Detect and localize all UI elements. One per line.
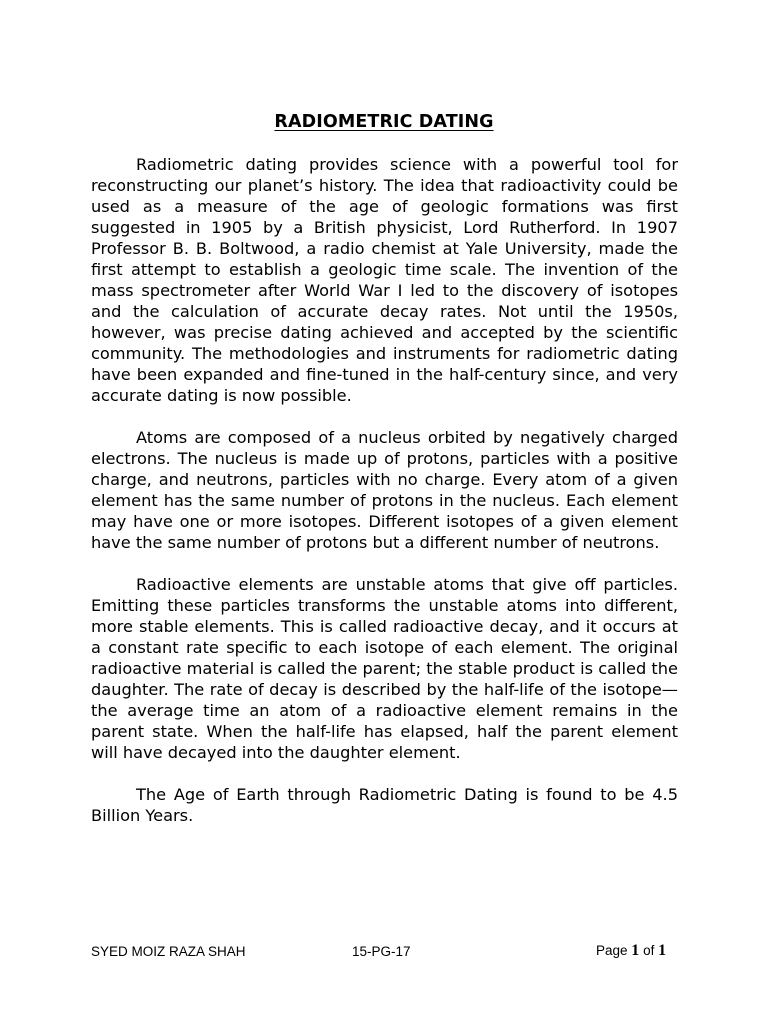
footer-page-number	[596, 942, 666, 960]
paragraph-atoms: Atoms are composed of a nucleus orbited by negatively charged electrons. The nucleus is made up of protons, particles with a positive charge, and neutrons, particles with no charge. Every atom of a given element has the same number of protons in the nucleus. Each element may have one or more isotopes. Different isotopes of a given element have the same number of protons but a different number of neutrons.	[91, 428, 678, 552]
paragraph-decay: Radioactive elements are unstable atoms that give off particles. Emitting these particles transforms the unstable atoms into different, more stable elements. This is called radioactive decay, and it occurs at a constant rate specific to each isotope of each element. The original radioactive material is called the parent; the stable product is called the daughter. The rate of decay is described by the half-life of the isotope—the average time an atom of a radioactive element remains in the parent state. When the half-life has elapsed, half the parent element will have decayed into the daughter element.	[91, 575, 678, 762]
paragraph-conclusion: The Age of Earth through Radiometric Dating is found to be 4.5 Billion Years.	[91, 785, 678, 825]
paragraph-history: Radiometric dating provides science with a powerful tool for reconstructing our planet’s history. The idea that radioactivity could be used as a measure of the age of geologic formations was first suggested in 1905 by a British physicist, Lord Rutherford. In 1907 Professor B. B. Boltwood, a radio chemist at Yale University, made the first attempt to establish a geologic time scale. The invention of the mass spectrometer after World War I led to the discovery of isotopes and the calculation of accurate decay rates. Not until the 1950s, however, was precise dating achieved and accepted by the scientific community. The methodologies and instruments for radiometric dating have been expanded and fine-tuned in the half-century since, and very accurate dating is now possible.	[91, 155, 678, 405]
footer-page-current: 1	[631, 942, 640, 959]
footer-page-label: Page	[596, 943, 628, 958]
page-footer	[0, 944, 768, 964]
footer-page-of: of	[643, 943, 655, 958]
document-body	[91, 154, 678, 847]
document-title: RADIOMETRIC DATING	[274, 112, 494, 132]
footer-page-total: 1	[658, 942, 667, 959]
footer-author: SYED MOIZ RAZA SHAH	[91, 944, 246, 959]
footer-code: 15-PG-17	[352, 944, 411, 959]
